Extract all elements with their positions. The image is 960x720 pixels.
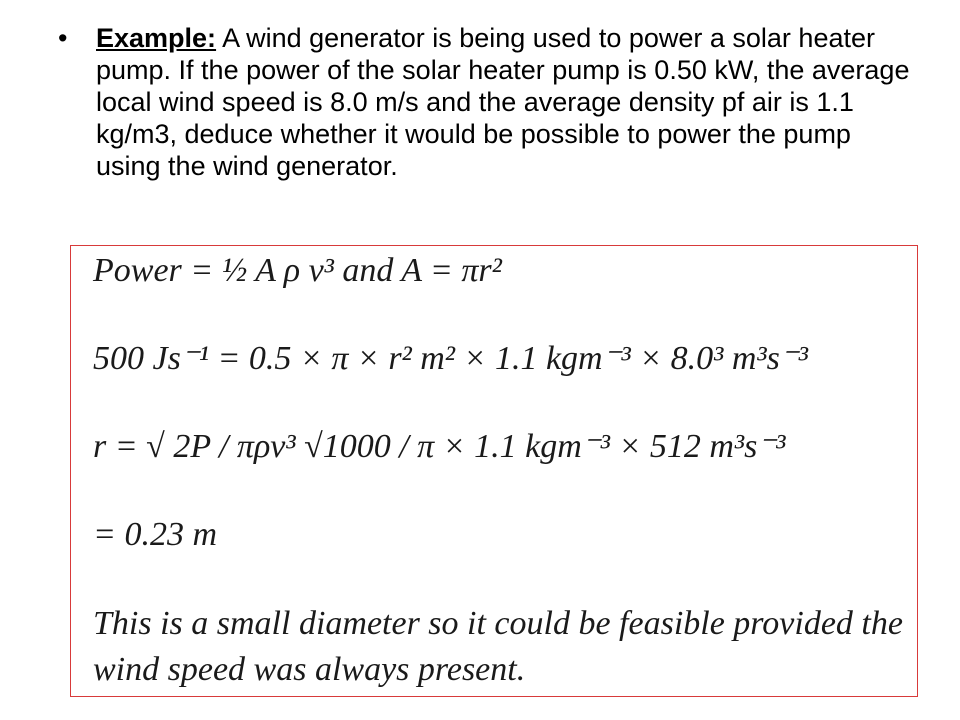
example-text: [96, 22, 918, 182]
solution-conclusion: This is a small diameter so it could be feasible provided the wind speed was always present.: [93, 605, 903, 688]
bullet-dot: •: [58, 23, 68, 53]
solution-substitution: 500 Js⁻¹ = 0.5 × π × r² m² × 1.1 kgm⁻³ × 8.0³ m³s⁻³: [93, 340, 808, 377]
solution-result: = 0.23 m: [93, 516, 217, 553]
solution-rearrangement: r = √ 2P / πρv³ √1000 / π × 1.1 kgm⁻³ × 512 m³s⁻³: [93, 428, 786, 465]
example-description: A wind generator is being used to power a solar heater pump. If the power of the solar heater pump is 0.50 kW, the average local wind speed is 8.0 m/s and the average density pf air is 1.1 kg/m3, deduce whether it would be possible to power the pump using the wind generator.: [96, 23, 910, 181]
solution-formula: Power = ½ A ρ v³ and A = πr²: [93, 252, 502, 289]
example-bullet: [58, 22, 918, 182]
solution-box: [70, 245, 918, 697]
example-label: Example:: [96, 23, 217, 53]
